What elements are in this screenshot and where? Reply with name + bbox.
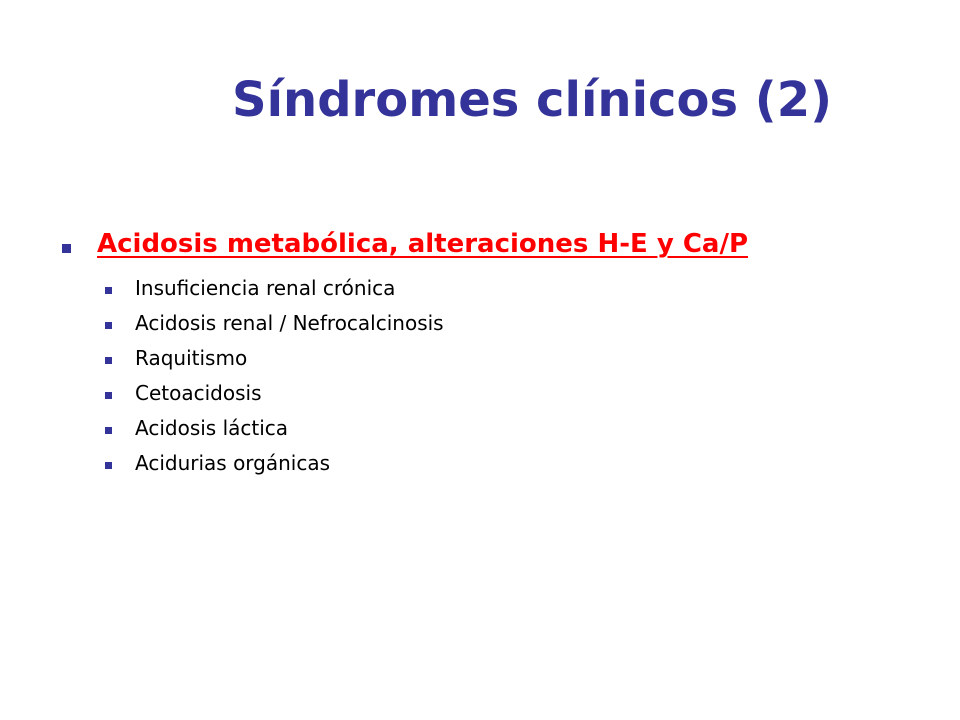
- square-bullet-icon: [62, 244, 71, 253]
- bullet-heading: Acidosis metabólica, alteraciones H-E y Ca/P: [97, 229, 749, 259]
- list-item: [105, 305, 444, 340]
- slide-title: Síndromes clínicos (2): [232, 72, 833, 128]
- list-item: [105, 410, 444, 445]
- list-item-text: Cetoacidosis: [135, 380, 262, 405]
- square-bullet-icon: [105, 287, 112, 294]
- square-bullet-icon: [105, 322, 112, 329]
- square-bullet-icon: [105, 357, 112, 364]
- list-item-text: Raquitismo: [135, 345, 248, 370]
- list-item-text: Acidosis renal / Nefrocalcinosis: [135, 310, 444, 335]
- square-bullet-icon: [105, 427, 112, 434]
- square-bullet-icon: [105, 462, 112, 469]
- list-item-text: Acidurias orgánicas: [135, 450, 331, 475]
- square-bullet-icon: [105, 392, 112, 399]
- sub-bullet-list: [105, 270, 444, 480]
- list-item: [105, 340, 444, 375]
- list-item-text: Insuficiencia renal crónica: [135, 275, 396, 300]
- list-item-text: Acidosis láctica: [135, 415, 289, 440]
- list-item: [105, 270, 444, 305]
- list-item: [105, 445, 444, 480]
- bullet-heading-row: [62, 226, 748, 262]
- list-item: [105, 375, 444, 410]
